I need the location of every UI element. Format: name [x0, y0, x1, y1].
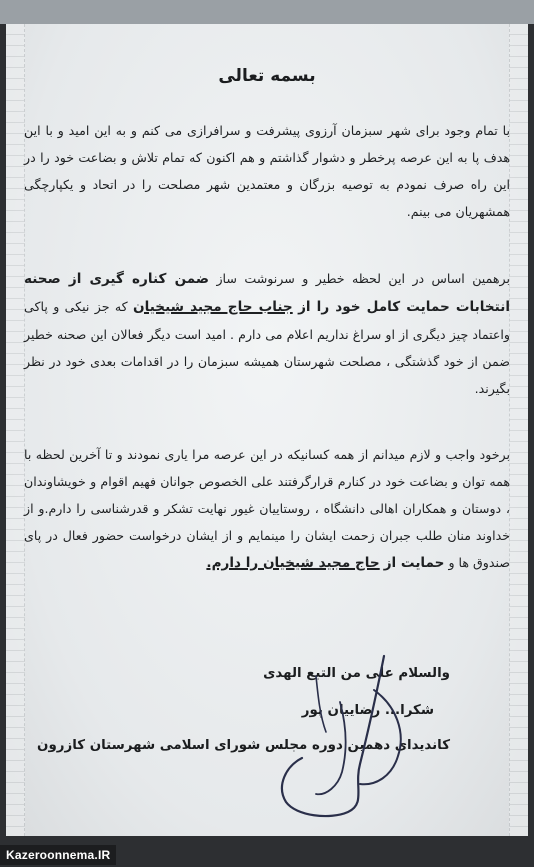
paragraph-intro: با تمام وجود برای شهر سبزمان آرزوی پیشرفت و سرافرازی می کنم و به این امید و با این هدف پا به این عرصه پرخطر و دشوار گذاشتم و هم اکنون که تمام تلاش و بضاعت خود را در این راه صرف نمودم به توصیه بزرگان و معتمدین شهر مصلحت را در اتحاد و یکپارچگی همشهریان می بینم.: [24, 122, 510, 220]
support-phrase: حمایت از: [383, 555, 445, 572]
paragraph-thanks: [24, 441, 510, 578]
closing-salutation: والسلام علی من التبع الهدی: [263, 666, 450, 681]
letter-heading: بسمه تعالی: [218, 66, 316, 86]
endorsed-candidate-name: جناب حاج مجید شیخیان: [133, 298, 293, 315]
sender-name: شکرا... رضاییان پور: [301, 703, 434, 718]
withdrawal-statement: ضمن کناره گیری از صحنه انتخابات حمایت کامل خود را از: [24, 270, 510, 315]
perforation-right: [509, 24, 528, 836]
paragraph-withdrawal-text-1: برهمین اساس در این لحظه خطیر و سرنوشت ساز: [216, 270, 510, 286]
handwritten-signature: [256, 636, 426, 836]
sender-title: کاندیدای دهمین دوره مجلس شورای اسلامی شهرستان کازرون: [37, 738, 450, 753]
paragraph-thanks-text: برخود واجب و لازم میدانم از همه کسانیکه در این عرصه مرا یاری نمودند و تا آخرین لحظه با همه توان و بضاعت خود در کنارم قرارگرفتند علی الخصوص جوانان فهیم اقوام و خویشاوندان ، دوستان و همکاران اهالی دانشگاه ، روستاییان غیور نهایت تشکر و قدرشناسی را دارم.و از خداوند منان طلب جبران زحمت ایشان را مینمایم و از ایشان درخواست حضور فعال در پای صندوق ها و: [24, 446, 510, 571]
site-watermark: Kazeroonnema.IR: [0, 845, 116, 865]
paragraph-withdrawal: [24, 265, 510, 403]
endorsed-candidate-name-closing: حاج مجید شیخیان را دارم.: [206, 555, 380, 572]
perforation-left: [6, 24, 25, 836]
paragraph-withdrawal-text-2: که جز نیکی و پاکی واعتماد چیز دیگری از او سراغ نداریم اعلام می دارم . امید است دیگر فعالان این صحنه خطیر ضمن از خود گذشتگی ، مصلحت شهرستان همیشه سبزمان را در اقدامات بعدی خود در نظر بگیرند.: [24, 298, 510, 397]
paper-top-edge: [0, 0, 534, 24]
letter-sheet: [6, 24, 528, 836]
